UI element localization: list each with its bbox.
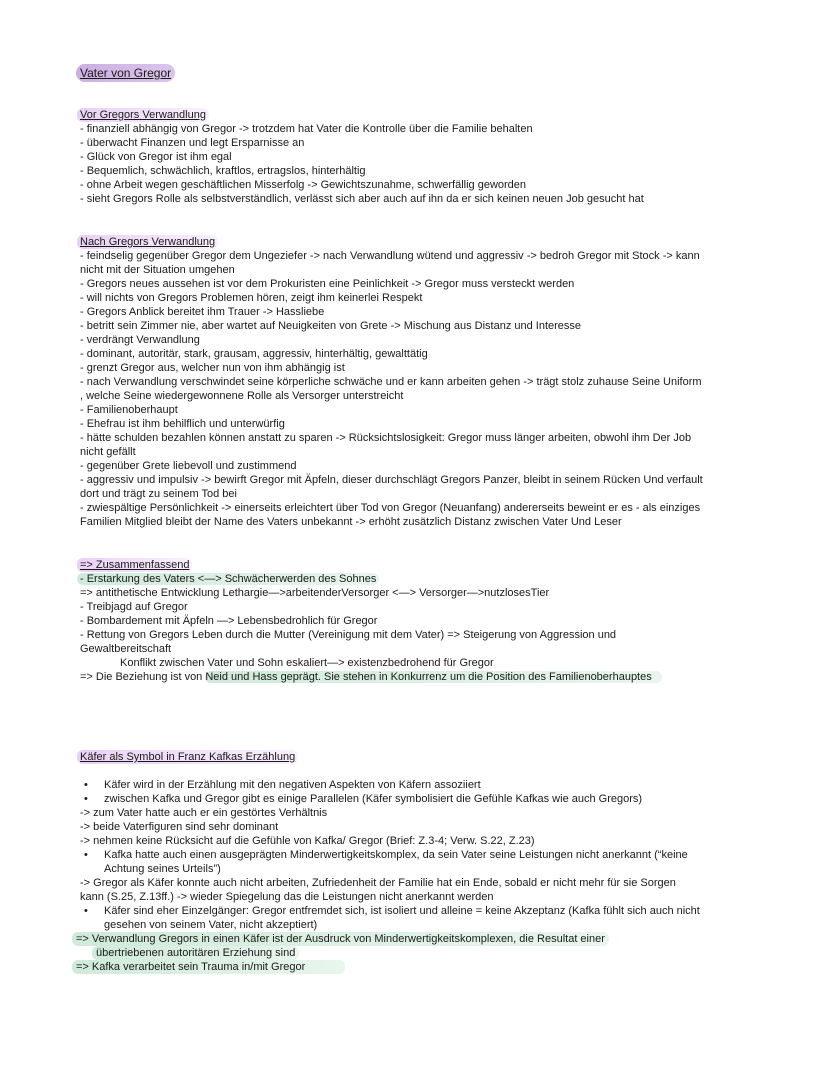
text-line: - dominant, autoritär, stark, grausam, aggressiv, hinterhältig, gewalttätig [80,348,428,360]
text-line: - sieht Gregors Rolle als selbstverständlich, verlässt sich aber auch auf ihn da er sich keinen neuen Job gesucht hat [80,193,644,205]
bullet-item: • Kafka hatte auch einen ausgeprägten Minderwertigkeitskomplex, da sein Vater seine Leistungen nicht anerkannt (“keine Achtung seines Urteils”) [80,848,700,876]
section-summary [80,558,680,684]
section-heading: Vor Gregors Verwandlung [77,108,209,122]
highlighted-line: => Verwandlung Gregors in einen Käfer ist der Ausdruck von Minderwertigkeitskomplexen, die Resultat einer [72,932,609,946]
conclusion-start: => Die Beziehung ist von [80,671,206,683]
text-line: - aggressiv und impulsiv -> bewirft Gregor mit Äpfeln, dieser durchschlägt Gregors Panzer, bleibt in seinem Rücken Und verfault dort und trägt zu seinem Tod bei [80,474,703,500]
text-line: - Ehefrau ist ihm behilflich und unterwürfig [80,418,285,430]
section-heading: Käfer als Symbol in Franz Kafkas Erzählung [77,750,298,764]
section-symbol [76,750,700,974]
highlighted-line: - Erstarkung des Vaters <—> Schwächerwerden des Sohnes [77,573,379,585]
text-line: - nach Verwandlung verschwindet seine körperliche schwäche und er kann arbeiten gehen -> trägt stolz zuhause Seine Uniform , welche Seine wiedergewonnene Rolle als Versorger unterstreicht [80,376,702,402]
conclusion-line [80,670,680,684]
section-heading: Nach Gregors Verwandlung [77,235,218,249]
text-line: - Treibjagd auf Gregor [80,601,188,613]
section-after [80,235,704,529]
bullet-icon: • [84,905,88,917]
highlighted-line: übertriebenen autoritären Erziehung sind [92,946,299,960]
page-title: Vater von Gregor [76,64,175,82]
text-line: => antithetische Entwicklung Lethargie—>arbeitenderVersorger <—> Versorger—>nutzlosesTier [80,587,550,599]
bullet-item: • Käfer wird in der Erzählung mit den negativen Aspekten von Käfern assoziiert [80,778,700,792]
text-line: - Rettung von Gregors Leben durch die Mutter (Vereinigung mit dem Vater) => Steigerung von Aggression und Gewaltbereitschaft [80,629,617,655]
text-line: - zwiespältige Persönlichkeit -> einerseits erleichtert über Tod von Gregor (Neuanfang) andererseits beweint er es - als einziges Familien Mitglied bleibt der Name des Vaters unbekannt -> erhöht zusätzlich Distanz zwischen Vater Und Leser [80,502,701,528]
text-line: - Gregors Anblick bereitet ihm Trauer -> Hassliebe [80,306,325,318]
bullet-item: • Käfer sind eher Einzelgänger: Gregor entfremdet sich, ist isoliert und alleine = keine Akzeptanz (Kafka fühlt sich auch nicht gesehen von seinem Vater, nicht akzeptiert) [80,904,700,932]
text-line: - feindselig gegenüber Gregor dem Ungeziefer -> nach Verwandlung wütend und aggressiv -> bedroh Gregor mit Stock -> kann nicht mit der Situation umgehen [80,250,700,276]
text-line: - Gregors neues aussehen ist vor dem Prokuristen eine Peinlichkeit -> Gregor muss versteckt werden [80,278,575,290]
text-line: -> beide Vaterfiguren sind sehr dominant [80,821,279,833]
conclusion-highlight: Neid und Hass geprägt. Sie stehen in Konkurrenz um die Position des Familienoberhauptes [205,671,661,683]
text-line: - Bequemlich, schwächlich, kraftlos, ertragslos, hinterhältig [80,165,366,177]
text-line: - Familienoberhaupt [80,404,178,416]
text-line: - hätte schulden bezahlen können anstatt zu sparen -> Rücksichtslosigkeit: Gregor muss länger arbeiten, obwohl ihm Der Job nicht gefällt [80,432,692,458]
text-line: -> zum Vater hatte auch er ein gestörtes Verhältnis [80,807,328,819]
section-before [80,108,720,206]
text-line: - ohne Arbeit wegen geschäftlichen Misserfolg -> Gewichtszunahme, schwerfällig geworden [80,179,527,191]
text-line: - betritt sein Zimmer nie, aber wartet auf Neuigkeiten von Grete -> Mischung aus Distanz und Interesse [80,320,582,332]
section-heading: => Zusammenfassend [77,558,192,572]
text-line: - überwacht Finanzen und legt Ersparnisse an [80,137,305,149]
text-line: -> Gregor als Käfer konnte auch nicht arbeiten, Zufriedenheit der Familie hat ein Ende, sobald er nicht mehr für sie Sorgen kann (S.25, Z.13ff.) -> wieder Spiegelung das die Leistungen nicht anerkannt werden [80,877,676,903]
text-line: - grenzt Gregor aus, welcher nun von ihm abhängig ist [80,362,345,374]
text-line: - verdrängt Verwandlung [80,334,200,346]
text-line: Konflikt zwischen Vater und Sohn eskaliert—> existenzbedrohend für Gregor [120,657,494,669]
bullet-icon: • [84,779,88,791]
text-line: - gegenüber Grete liebevoll und zustimmend [80,460,297,472]
highlighted-line: => Kafka verarbeitet sein Trauma in/mit Gregor [72,960,345,974]
text-line: - will nichts von Gregors Problemen hören, zeigt ihm keinerlei Respekt [80,292,423,304]
bullet-item: • zwischen Kafka und Gregor gibt es einige Parallelen (Käfer symbolisiert die Gefühle Kafkas wie auch Gregors) [80,792,700,806]
text-line: -> nehmen keine Rücksicht auf die Gefühle von Kafka/ Gregor (Brief: Z.3-4; Verw. S.22, Z.23) [80,835,535,847]
text-line: - finanziell abhängig von Gregor -> trotzdem hat Vater die Kontrolle über die Familie behalten [80,123,533,135]
bullet-icon: • [84,849,88,861]
text-line: - Glück von Gregor ist ihm egal [80,151,232,163]
bullet-icon: • [84,793,88,805]
text-line: - Bombardement mit Äpfeln —> Lebensbedrohlich für Gregor [80,615,378,627]
